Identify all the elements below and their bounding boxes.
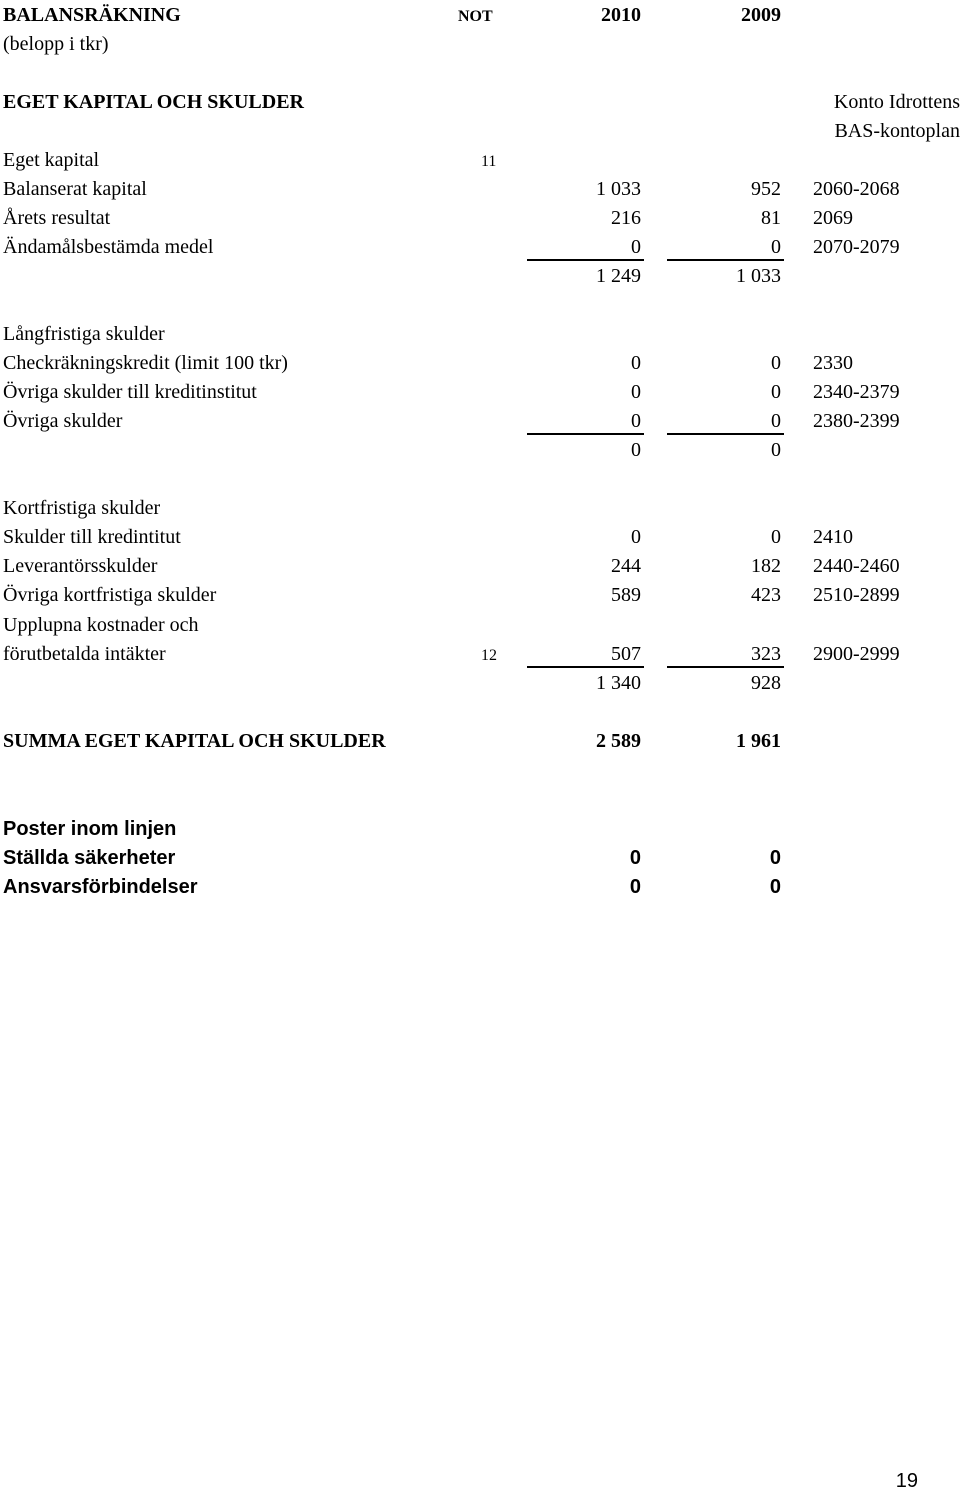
equity-total-2009: 1 033: [736, 265, 781, 287]
off-balance-row-2009: 0: [769, 847, 781, 869]
long-term-row-label: Checkräkningskredit (limit 100 tkr): [3, 352, 288, 374]
equity-2009-sum-rule: [667, 259, 784, 261]
section-title: EGET KAPITAL OCH SKULDER: [3, 91, 304, 113]
short-term-row-2009: 0: [771, 526, 781, 548]
off-balance-title: Poster inom linjen: [3, 818, 177, 840]
accrued-note: 12: [481, 647, 497, 664]
accrued-label-line1: Upplupna kostnader och: [3, 614, 199, 636]
short-term-row-account: 2440-2460: [813, 555, 900, 577]
long-term-row-2010: 0: [631, 381, 641, 403]
equity-total-2010: 1 249: [596, 265, 641, 287]
short-term-row-account: 2510-2899: [813, 584, 900, 606]
short-term-row-account: 2410: [813, 526, 853, 548]
long-term-row-label: Övriga skulder: [3, 410, 123, 432]
equity-2010-sum-rule: [527, 259, 644, 261]
not-column-header: NOT: [458, 8, 493, 25]
long-term-row-2009: 0: [771, 352, 781, 374]
short-term-row-2010: 244: [611, 555, 641, 577]
short-term-2009-sum-rule: [667, 666, 784, 668]
equity-row-2010: 216: [611, 207, 641, 229]
off-balance-row-2009: 0: [769, 876, 781, 898]
long-term-2010-sum-rule: [527, 433, 644, 435]
short-term-total-2010: 1 340: [596, 672, 641, 694]
long-term-row-2009: 0: [771, 410, 781, 432]
short-term-row-label: Skulder till kredintitut: [3, 526, 181, 548]
short-term-total-2009: 928: [751, 672, 781, 694]
long-term-row-2010: 0: [631, 352, 641, 374]
long-term-2009-sum-rule: [667, 433, 784, 435]
short-term-row-label: Övriga kortfristiga skulder: [3, 584, 217, 606]
long-term-row-account: 2380-2399: [813, 410, 900, 432]
equity-row-account: 2070-2079: [813, 236, 900, 258]
short-term-title: Kortfristiga skulder: [3, 497, 161, 519]
long-term-row-2010: 0: [631, 410, 641, 432]
long-term-row-account: 2330: [813, 352, 853, 374]
long-term-row-label: Övriga skulder till kreditinstitut: [3, 381, 257, 403]
equity-row-label: Balanserat kapital: [3, 178, 147, 200]
equity-row-label: Årets resultat: [3, 207, 111, 229]
accrued-2010: 507: [611, 643, 641, 665]
long-term-total-2009: 0: [771, 439, 781, 461]
equity-row-2010: 0: [631, 236, 641, 258]
long-term-title: Långfristiga skulder: [3, 323, 165, 345]
grand-total-2010: 2 589: [596, 730, 641, 752]
off-balance-row-label: Ansvarsförbindelser: [3, 876, 198, 898]
equity-note: 11: [481, 153, 497, 170]
grand-total-label: SUMMA EGET KAPITAL OCH SKULDER: [3, 730, 386, 752]
grand-total-2009: 1 961: [736, 730, 781, 752]
equity-title: Eget kapital: [3, 149, 100, 171]
equity-row-2010: 1 033: [596, 178, 641, 200]
equity-row-2009: 952: [751, 178, 781, 200]
page-title: BALANSRÄKNING: [3, 4, 181, 26]
account-header-line2: BAS-kontoplan: [834, 120, 960, 142]
short-term-2010-sum-rule: [527, 666, 644, 668]
short-term-row-2009: 423: [751, 584, 781, 606]
year-2010-header: 2010: [601, 4, 641, 26]
equity-row-2009: 0: [771, 236, 781, 258]
equity-row-account: 2060-2068: [813, 178, 900, 200]
off-balance-row-label: Ställda säkerheter: [3, 847, 176, 869]
accrued-account: 2900-2999: [813, 643, 900, 665]
short-term-row-2010: 0: [631, 526, 641, 548]
long-term-row-2009: 0: [771, 381, 781, 403]
long-term-row-account: 2340-2379: [813, 381, 900, 403]
off-balance-row-2010: 0: [629, 847, 641, 869]
equity-row-label: Ändamålsbestämda medel: [3, 236, 214, 258]
long-term-total-2010: 0: [631, 439, 641, 461]
equity-row-account: 2069: [813, 207, 853, 229]
short-term-row-2010: 589: [611, 584, 641, 606]
equity-row-2009: 81: [761, 207, 781, 229]
account-header-line1: Konto Idrottens: [833, 91, 960, 113]
page-subtitle: (belopp i tkr): [3, 33, 109, 55]
short-term-row-2009: 182: [751, 555, 781, 577]
accrued-label-line2: förutbetalda intäkter: [3, 643, 166, 665]
page-number: 19: [895, 1470, 918, 1492]
short-term-row-label: Leverantörsskulder: [3, 555, 158, 577]
accrued-2009: 323: [751, 643, 781, 665]
year-2009-header: 2009: [741, 4, 781, 26]
off-balance-row-2010: 0: [629, 876, 641, 898]
